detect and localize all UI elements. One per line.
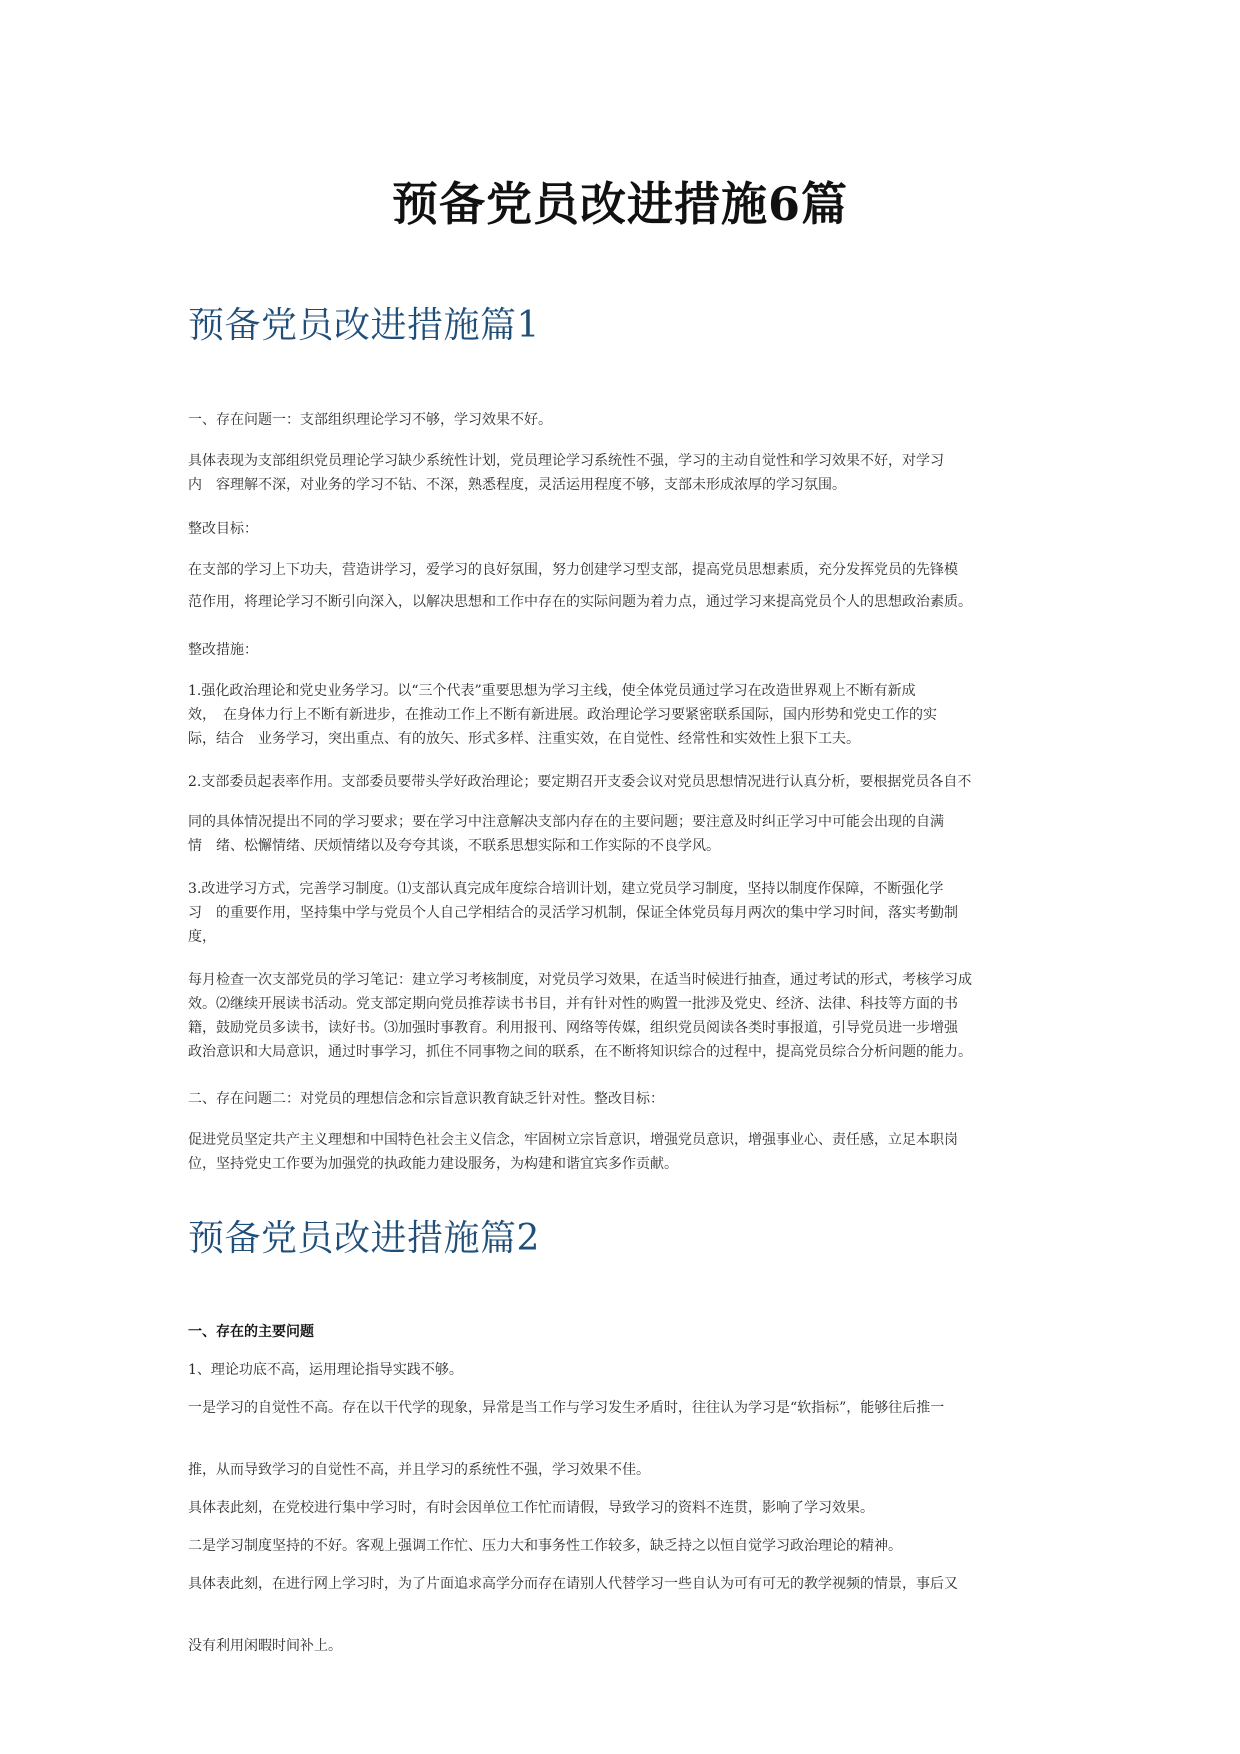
section-1-heading: 预备党员改进措施篇1 [188, 305, 540, 346]
section-1-problem-2: 二、存在问题二：对党员的理想信念和宗旨意识教育缺乏针对性。整改目标： [188, 1091, 664, 1107]
document-title: 预备党员改进措施6篇 [391, 177, 848, 231]
section-2-point-2-detail: 具体表此刻，在进行网上学习时，为了片面追求高学分而存在请别人代替学习一些自认为可有可无的教学视频的情景，事后又 [188, 1576, 958, 1592]
section-1-problem-1-detail: 具体表现为支部组织党员理论学习缺少系统性计划，党员理论学习系统性不强，学习的主动自觉性和学习效果不好，对学习 内 容理解不深，对业务的学习不钻、不深，熟悉程度，灵活运用程度不够，支部未形成浓厚的学习氛围。 [188, 453, 944, 493]
section-2-point-2-continued: 没有利用闲暇时间补上。 [188, 1638, 342, 1654]
section-1-measures-label: 整改措施： [188, 642, 258, 658]
section-1-problem-1: 一、存在问题一：支部组织理论学习不够，学习效果不好。 [188, 412, 552, 428]
section-1-goal-line-2: 范作用，将理论学习不断引向深入，以解决思想和工作中存在的实际问题为着力点，通过学习来提高党员个人的思想政治素质。 [188, 594, 972, 610]
section-2-point-1-continued: 推，从而导致学习的自觉性不高，并且学习的系统性不强，学习效果不佳。 [188, 1462, 650, 1478]
section-2-subheading: 一、存在的主要问题 [188, 1324, 314, 1340]
section-2-item-1: 1、理论功底不高，运用理论指导实践不够。 [188, 1362, 463, 1378]
section-1-measure-3-continued: 每月检查一次支部党员的学习笔记：建立学习考核制度，对党员学习效果，在适当时候进行抽查，通过考试的形式，考核学习成 效。⑵继续开展读书活动。党支部定期向党员推荐读书书目，并有针对性的购置一批涉及党史、经济、法律、科技等方面的书 籍，鼓励党员多读书，读好书。⑶加强时事教育。利用报刊、网络等传媒，组织党员阅读各类时事报道，引导党员进一步增强 政治意识和大局意识，通过时事学习，抓住不同事物之间的联系，在不断将知识综合的过程中，提高党员综合分析问题的能力。 [188, 972, 972, 1060]
section-2-heading: 预备党员改进措施篇2 [188, 1218, 540, 1259]
section-1-problem-2-goal: 促进党员坚定共产主义理想和中国特色社会主义信念，牢固树立宗旨意识，增强党员意识，增强事业心、责任感，立足本职岗 位，坚持党史工作要为加强党的执政能力建设服务，为构建和谐宜宾多作贡献。 [188, 1132, 958, 1172]
section-1-measure-2-line-2: 同的具体情况提出不同的学习要求；要在学习中注意解决支部内存在的主要问题；要注意及时纠正学习中可能会出现的自满 情 绪、松懈情绪、厌烦情绪以及夸夸其谈，不联系思想实际和工作实际的不良学风。 [188, 814, 944, 854]
section-1-measure-2-line-1: 2.支部委员起表率作用。支部委员要带头学好政治理论；要定期召开支委会议对党员思想情况进行认真分析，要根据党员各自不 [188, 774, 972, 790]
section-2-point-1: 一是学习的自觉性不高。存在以干代学的现象，异常是当工作与学习发生矛盾时，往往认为学习是“软指标”，能够往后推一 [188, 1400, 945, 1416]
section-1-measure-3: 3.改进学习方式，完善学习制度。⑴支部认真完成年度综合培训计划，建立党员学习制度，坚持以制度作保障，不断强化学 习 的重要作用，坚持集中学与党员个人自己学相结合的灵活学习机制，保证全体党员每月两次的集中学习时间，落实考勤制 度， [188, 881, 958, 945]
section-2-point-2: 二是学习制度坚持的不好。客观上强调工作忙、压力大和事务性工作较多，缺乏持之以恒自觉学习政治理论的精神。 [188, 1538, 902, 1554]
section-1-goal-label: 整改目标： [188, 521, 258, 537]
section-2-point-1-detail: 具体表此刻，在党校进行集中学习时，有时会因单位工作忙而请假，导致学习的资料不连贯，影响了学习效果。 [188, 1500, 874, 1516]
section-1-goal-line-1: 在支部的学习上下功夫，营造讲学习，爱学习的良好氛围，努力创建学习型支部，提高党员思想素质，充分发挥党员的先锋模 [188, 562, 958, 578]
section-1-measure-1: 1.强化政治理论和党史业务学习。以“三个代表”重要思想为学习主线，使全体党员通过学习在改造世界观上不断有新成 效， 在身体力行上不断有新进步，在推动工作上不断有新进展。政治理论学习要紧密联系国际，国内形势和党史工作的实 际，结合 业务学习，突出重点、有的放矢、形式多样、注重实效，在自觉性、经常性和实效性上狠下工夫。 [188, 683, 937, 747]
